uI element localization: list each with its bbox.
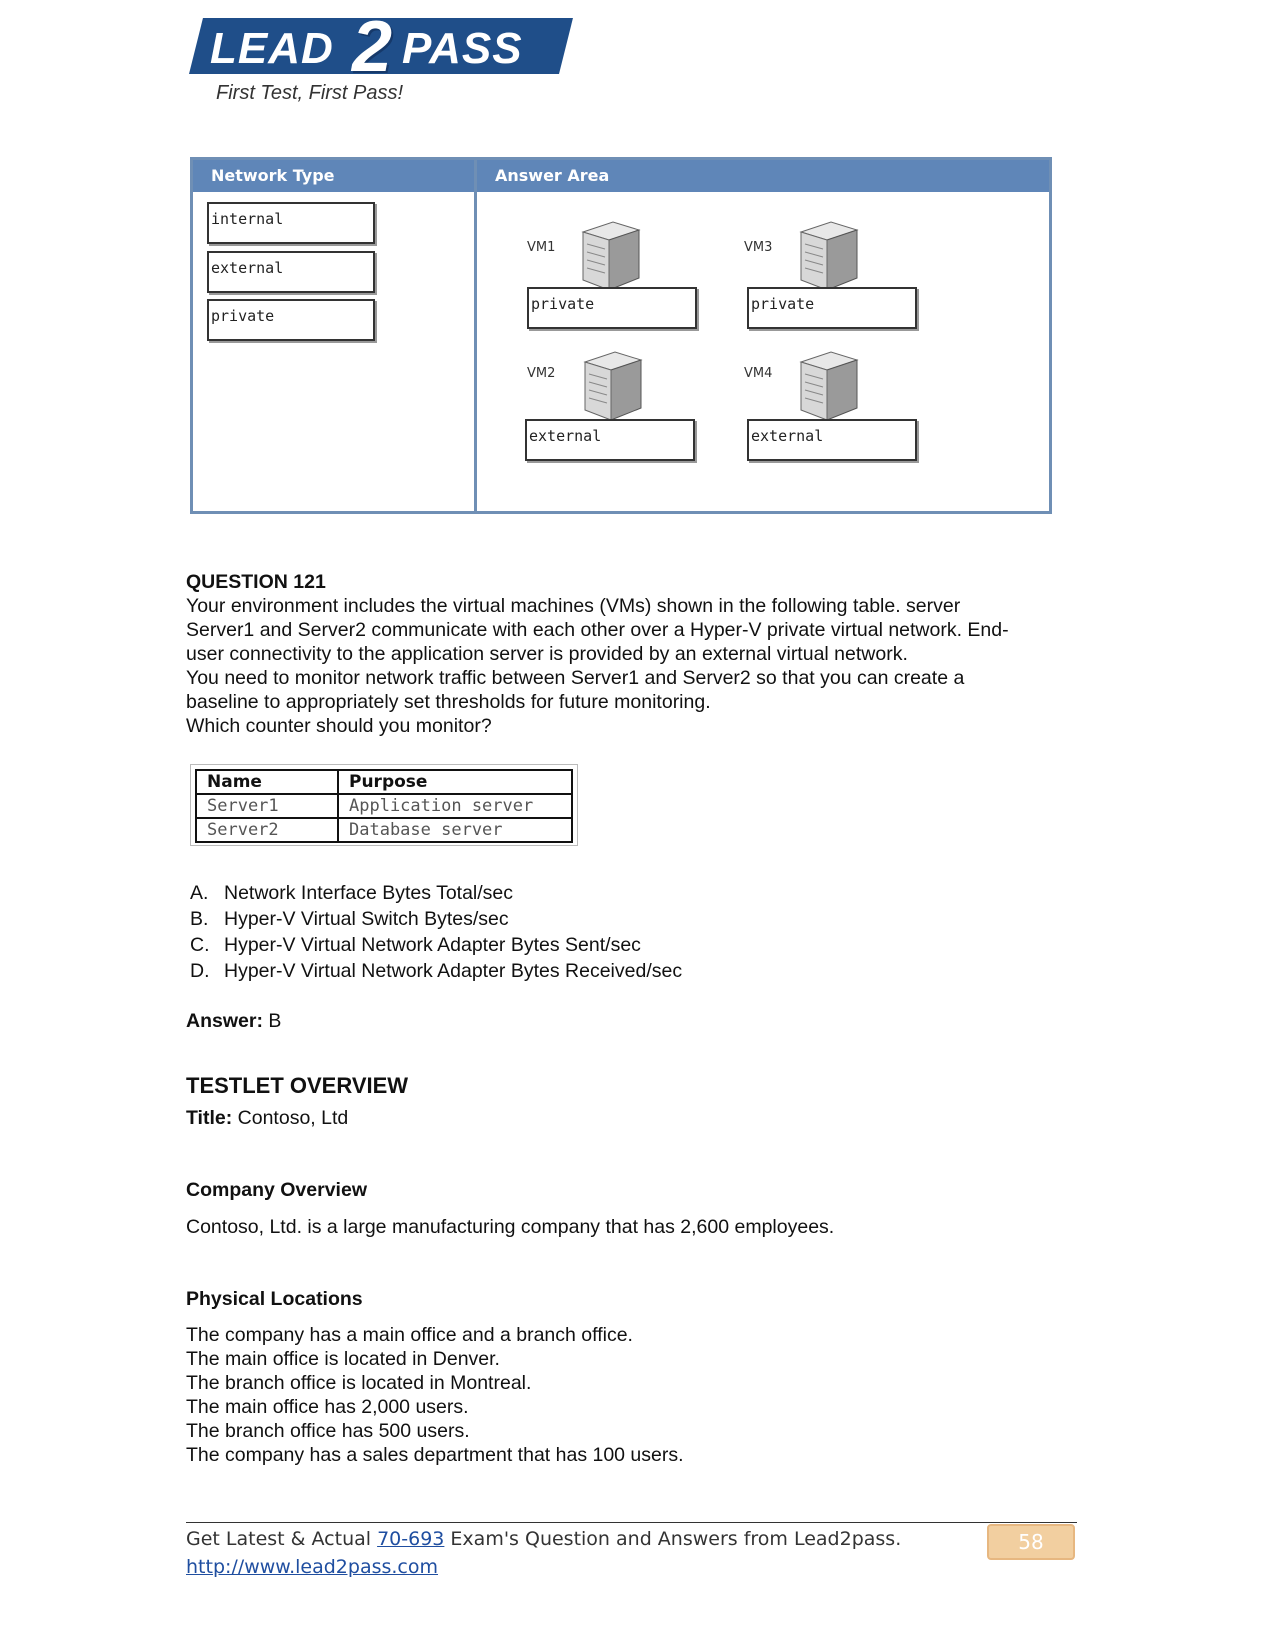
table-cell: Server2 [196,818,338,842]
table-cell: Database server [338,818,572,842]
option-text: Hyper-V Virtual Network Adapter Bytes Sent/sec [224,934,641,956]
company-overview-heading: Company Overview [186,1179,367,1201]
testlet-title-value: Contoso, Ltd [237,1107,349,1129]
answer-option-a [190,882,513,905]
question-line: user connectivity to the application server is provided by an external virtual network. [186,643,908,665]
answer-value: B [268,1010,282,1032]
logo-brand-number: 2 [352,7,393,87]
vm2-network-slot[interactable]: external [525,419,695,461]
exam-code-link[interactable]: 70-693 [377,1528,445,1550]
logo-tagline: First Test, First Pass! [216,82,404,104]
question-line: Which counter should you monitor? [186,715,492,737]
table-cell: Server1 [196,794,338,818]
network-type-option-private[interactable]: private [207,299,375,341]
network-type-exhibit [190,157,1052,514]
table-header-row [196,770,572,794]
option-letter: D. [190,960,210,982]
lead2pass-logo [190,7,610,110]
table-row [196,794,572,818]
server-icon [573,214,643,294]
testlet-title-label: Title: [186,1107,233,1129]
option-text: Hyper-V Virtual Switch Bytes/sec [224,908,509,930]
location-line: The branch office has 500 users. [186,1420,470,1442]
question-title: QUESTION 121 [186,571,326,593]
page-number-badge: 58 [987,1524,1075,1560]
location-line: The company has a sales department that has 100 users. [186,1444,684,1466]
network-type-option-external[interactable]: external [207,251,375,293]
answer-area-header: Answer Area [477,160,1049,192]
vm3-label: VM3 [744,240,773,255]
vm1-label: VM1 [527,240,556,255]
answer-line [186,1009,281,1033]
physical-locations-heading: Physical Locations [186,1288,363,1310]
option-letter: C. [190,934,210,956]
footer-text-after: Exam's Question and Answers from Lead2pass. [444,1528,902,1550]
option-text: Hyper-V Virtual Network Adapter Bytes Received/sec [224,960,683,982]
answer-label: Answer: [186,1010,263,1032]
answer-option-c [190,934,641,957]
answer-option-b [190,908,509,931]
footer-text [186,1528,901,1550]
vm1-network-slot[interactable]: private [527,287,697,329]
answer-area-panel [477,160,1049,511]
logo-brand-left: LEAD [210,24,334,73]
server-icon [791,214,861,294]
question-line: Your environment includes the virtual machines (VMs) shown in the following table. server [186,595,961,617]
question-line: Server1 and Server2 communicate with each other over a Hyper-V private virtual network. End- [186,619,1009,641]
vm4-network-slot[interactable]: external [747,419,917,461]
option-text: Network Interface Bytes Total/sec [224,882,514,904]
table-row [196,818,572,842]
footer-divider [186,1522,1077,1523]
question-line: You need to monitor network traffic between Server1 and Server2 so that you can create a [186,667,965,689]
network-type-option-internal[interactable]: internal [207,202,375,244]
network-type-panel [193,160,477,511]
location-line: The company has a main office and a branch office. [186,1324,633,1346]
location-line: The main office is located in Denver. [186,1348,500,1370]
option-letter: A. [190,882,209,904]
server-icon [575,344,645,424]
table-header-purpose: Purpose [338,770,572,794]
network-type-header: Network Type [193,160,474,192]
footer-text-before: Get Latest & Actual [186,1528,378,1550]
testlet-heading: TESTLET OVERVIEW [186,1073,409,1098]
vm2-label: VM2 [527,366,556,381]
vm-table [190,764,578,846]
logo-brand-right: PASS [402,24,523,73]
location-line: The main office has 2,000 users. [186,1396,469,1418]
table-header-name: Name [196,770,338,794]
location-line: The branch office is located in Montreal. [186,1372,532,1394]
option-letter: B. [190,908,209,930]
vm4-label: VM4 [744,366,773,381]
server-icon [791,344,861,424]
company-overview-text: Contoso, Ltd. is a large manufacturing company that has 2,600 employees. [186,1216,835,1238]
testlet-title-line [186,1106,348,1130]
vm3-network-slot[interactable]: private [747,287,917,329]
footer-url-link[interactable]: http://www.lead2pass.com [186,1556,439,1578]
table-cell: Application server [338,794,572,818]
answer-option-d [190,960,682,983]
question-line: baseline to appropriately set thresholds for future monitoring. [186,691,711,713]
